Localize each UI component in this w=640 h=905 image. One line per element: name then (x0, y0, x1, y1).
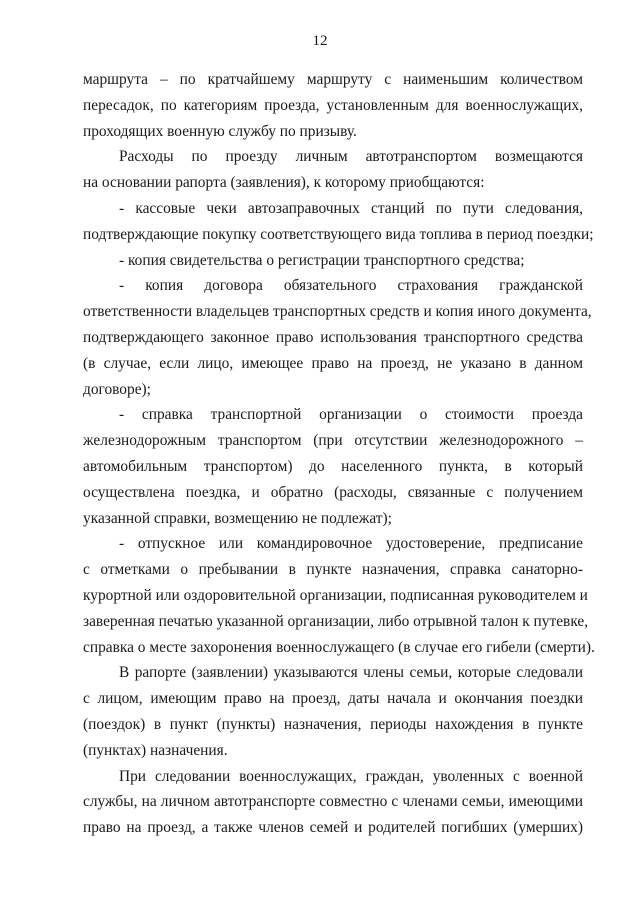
text-line: (пунктах) назначения. (83, 741, 228, 759)
text-line: (в случае, если лицо, имеющее право на проезд, не указано в данном (83, 354, 583, 372)
text-line: автомобильным транспортом) до населенного пункта, в который (83, 457, 583, 475)
text-line: пересадок, по категориям проезда, установленным для военнослужащих, (83, 96, 583, 114)
text-line: - копия свидетельства о регистрации транспортного средства; (119, 251, 525, 269)
text-line: Расходы по проезду личным автотранспортом возмещаются (119, 148, 583, 166)
text-line: (поездок) в пункт (пункты) назначения, периоды нахождения в пункте (83, 715, 583, 733)
document-body (83, 67, 595, 841)
text-line: проходящих военную службу по призыву. (83, 122, 357, 140)
text-line: право на проезд, а также членов семей и родителей погибших (умерших) (83, 819, 583, 837)
text-line: курортной или оздоровительной организации, подписанная руководителем и (83, 586, 588, 604)
text-line: с лицом, имеющим право на проезд, даты начала и окончания поездки (83, 690, 583, 708)
text-line: подтверждающие покупку соответствующего вида топлива в период поездки; (83, 225, 594, 243)
text-line: осуществлена поездка, и обратно (расходы, связанные с получением (83, 483, 583, 501)
text-line: справка о месте захоронения военнослужащего (в случае его гибели (смерти). (83, 638, 595, 656)
text-line: на основании рапорта (заявления), к которому приобщаются: (83, 174, 485, 192)
text-line: - копия договора обязательного страхования гражданской (119, 277, 583, 295)
text-line: - отпускное или командировочное удостоверение, предписание (119, 535, 583, 553)
text-line: службы, на личном автотранспорте совместно с членами семьи, имеющими (83, 793, 583, 811)
text-line: - справка транспортной организации о стоимости проезда (119, 406, 583, 424)
text-line: При следовании военнослужащих, граждан, уволенных с военной (119, 767, 583, 785)
text-line: маршрута – по кратчайшему маршруту с наименьшим количеством (83, 71, 583, 88)
text-line: В рапорте (заявлении) указываются члены семьи, которые следовали (119, 664, 583, 682)
text-line: ответственности владельцев транспортных средств и копия иного документа, (83, 303, 592, 321)
text-line: подтверждающего законное право использования транспортного средства (83, 328, 583, 346)
text-line: с отметками о пребывании в пункте назначения, справка санаторно- (83, 561, 583, 579)
text-line: указанной справки, возмещению не подлежат); (83, 509, 392, 527)
text-line: договоре); (83, 380, 151, 398)
text-line: - кассовые чеки автозаправочных станций по пути следования, (119, 199, 583, 217)
text-line: заверенная печатью указанной организации, либо отрывной талон к путевке, (83, 612, 589, 630)
text-line: железнодорожным транспортом (при отсутствии железнодорожного – (83, 432, 583, 450)
page-number: 12 (312, 33, 328, 49)
